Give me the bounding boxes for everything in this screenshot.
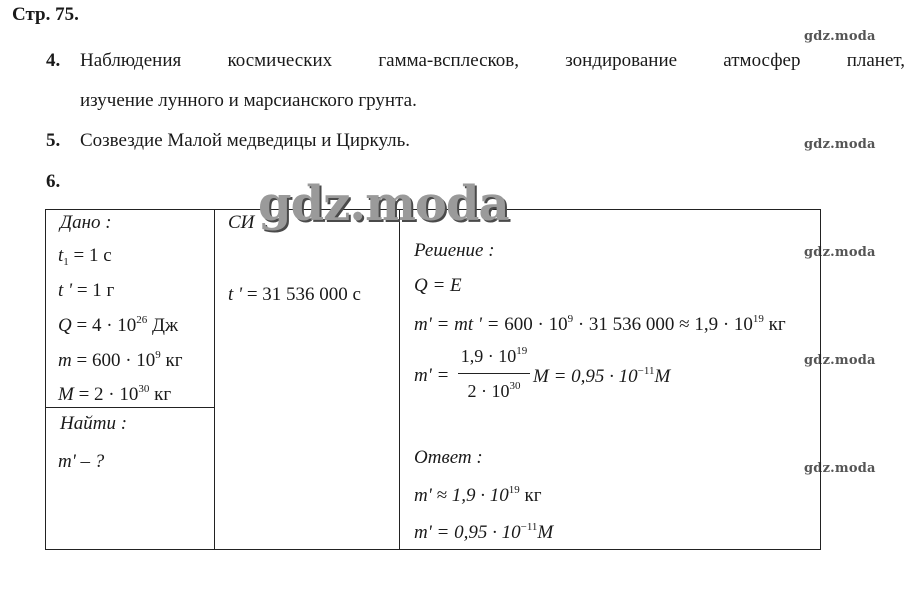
solution-label: Решение : — [414, 240, 495, 261]
solution-eq1: Q = E — [414, 275, 462, 296]
find-value: m' – ? — [58, 451, 105, 472]
given-m: $m = 600 \cdot 10^9$ кг — [58, 349, 183, 371]
item-5-text: Созвездие Малой медведицы и Циркуль. — [80, 130, 411, 151]
given-t-prime: t ' = 1 г — [58, 280, 115, 301]
answer-label: Ответ : — [414, 447, 483, 468]
solution-eq2: m' = mt ' = $600 \cdot 10^9 \cdot 31$ 536 $000 \approx 1,9 \cdot 10^{19}$ кг — [414, 313, 786, 335]
item-number: 5. — [46, 130, 61, 151]
table-divider — [399, 209, 400, 550]
item-4-line-1: Наблюдения космических гамма-всплесков, зондирование атмосфер планет, — [80, 50, 905, 71]
solution-eq3-lhs: m' = — [414, 365, 450, 386]
watermark-small: gdz.moda — [804, 461, 876, 476]
answer-2: $m' = 0,95 \cdot 10^{-11}M$ — [414, 521, 554, 543]
given-label: Дано : — [60, 212, 112, 233]
table-divider — [214, 209, 215, 550]
fraction-denominator: $2 \cdot 10^{30}$ — [467, 380, 521, 401]
item-4-line-2: изучение лунного и марсианского грунта. — [80, 90, 417, 111]
given-Q: $Q = 4 \cdot 10^{26}$ Дж — [58, 314, 179, 336]
watermark-small: gdz.moda — [804, 29, 876, 44]
page-header: Стр. 75. — [12, 4, 79, 25]
given-t1: $t_1 = 1$ с — [58, 245, 112, 268]
fraction-numerator: $1,9 \cdot 10^{19}$ — [460, 345, 528, 366]
solution-eq3-rhs: $M = 0,95 \cdot 10^{-11}M$ — [533, 365, 671, 387]
fraction-bar — [458, 373, 530, 374]
watermark-small: gdz.moda — [804, 353, 876, 368]
watermark-large: gdz.moda — [258, 176, 509, 232]
answer-1: $m' \approx 1,9 \cdot 10^{19}$ кг — [414, 484, 542, 506]
table-divider — [45, 407, 215, 408]
item-number: 6. — [46, 171, 61, 192]
find-label: Найти : — [60, 413, 128, 434]
watermark-small: gdz.moda — [804, 137, 876, 152]
given-M: $M = 2 \cdot 10^{30}$ кг — [58, 383, 172, 405]
watermark-small: gdz.moda — [804, 245, 876, 260]
si-label: СИ — [228, 212, 255, 233]
si-t-prime: t ' = 31 536 000 с — [228, 284, 361, 305]
item-number: 4. — [46, 50, 61, 71]
